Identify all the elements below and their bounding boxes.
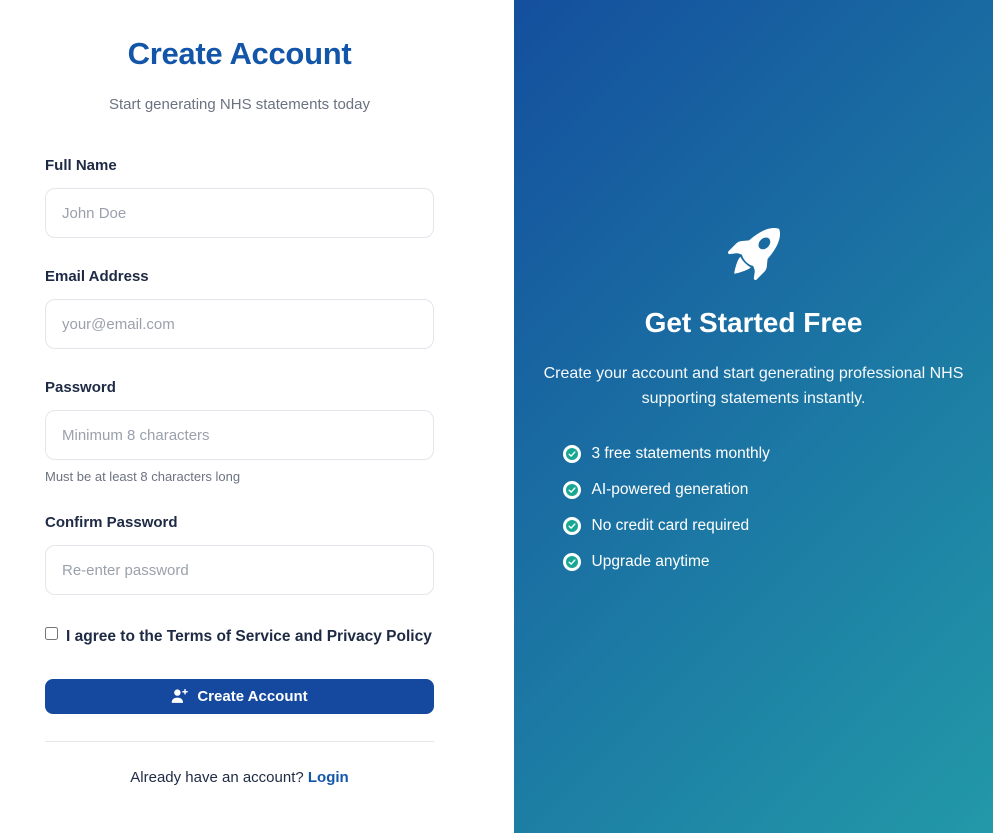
full-name-label: Full Name (45, 157, 117, 174)
page-subtitle: Start generating NHS statements today (109, 96, 370, 113)
confirm-password-input[interactable] (45, 545, 434, 595)
feature-item (563, 517, 965, 535)
feature-item (563, 553, 965, 571)
confirm-password-label: Confirm Password (45, 514, 178, 531)
email-field (45, 268, 434, 349)
confirm-password-field (45, 514, 434, 595)
feature-label: No credit card required (591, 517, 750, 534)
email-label: Email Address (45, 268, 149, 285)
login-prompt (45, 769, 434, 786)
divider (45, 741, 434, 742)
check-circle-icon (563, 445, 581, 463)
feature-label: Upgrade anytime (591, 553, 710, 570)
feature-item (563, 445, 965, 463)
feature-label: 3 free statements monthly (591, 445, 770, 462)
terms-agreement-row[interactable] (45, 624, 434, 650)
create-account-button[interactable] (45, 679, 434, 714)
feature-label: AI-powered generation (591, 481, 749, 498)
terms-checkbox[interactable] (45, 627, 58, 640)
feature-list (543, 445, 965, 571)
login-link[interactable]: Login (307, 769, 349, 786)
password-helper-text: Must be at least 8 characters long (45, 469, 241, 484)
password-label: Password (45, 379, 116, 396)
check-circle-icon (563, 481, 581, 499)
full-name-input[interactable] (45, 188, 434, 238)
signup-form (45, 36, 434, 786)
password-input[interactable] (45, 410, 434, 460)
check-circle-icon (563, 553, 581, 571)
rocket-icon (543, 228, 965, 285)
promo-description: Create your account and start generating professional NHS supporting statements instantly. (543, 365, 964, 407)
password-field (45, 379, 434, 484)
full-name-field (45, 157, 434, 238)
promo-content (543, 228, 965, 589)
promo-title: Get Started Free (644, 307, 863, 338)
promo-panel (514, 0, 993, 833)
login-prompt-text: Already have an account? (130, 769, 304, 786)
feature-item (563, 481, 965, 499)
create-account-button-label: Create Account (197, 688, 308, 705)
terms-label: I agree to the Terms of Service and Privacy Policy (66, 628, 432, 645)
page-title: Create Account (127, 36, 352, 71)
check-circle-icon (563, 517, 581, 535)
user-plus-icon (171, 688, 188, 705)
email-input[interactable] (45, 299, 434, 349)
